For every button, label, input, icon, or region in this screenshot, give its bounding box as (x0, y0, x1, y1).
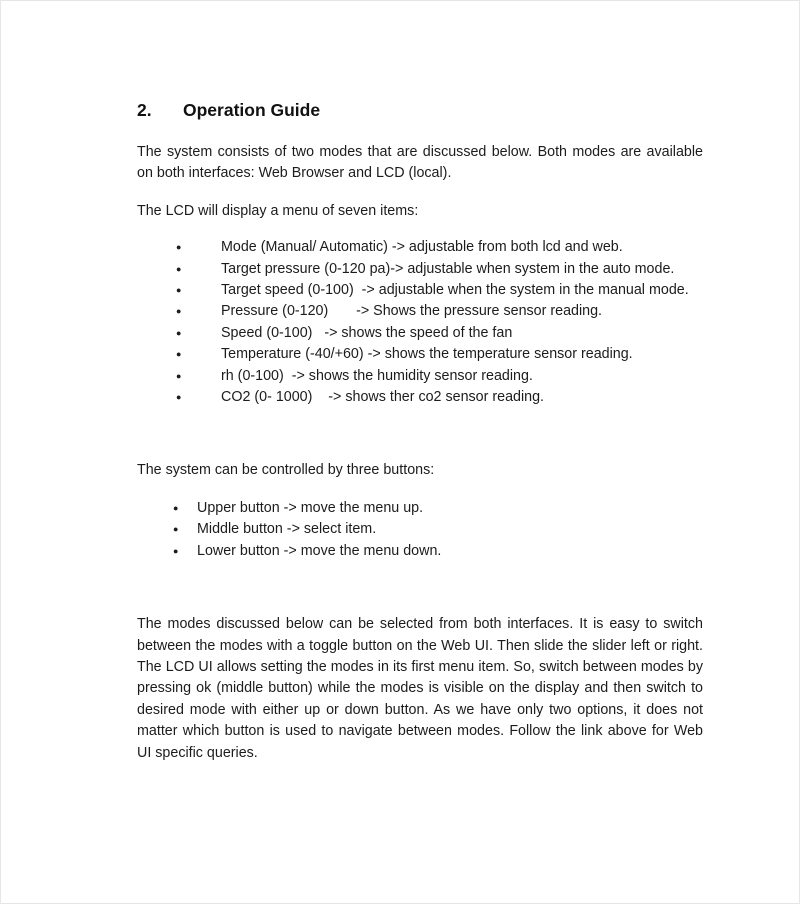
list-item (137, 541, 703, 562)
list-item (137, 323, 703, 344)
list-item (137, 301, 703, 322)
list-item-text: CO2 (0- 1000) -> shows ther co2 sensor reading. (221, 389, 545, 406)
buttons-intro-paragraph: The system can be controlled by three buttons: (137, 462, 435, 479)
bullet-icon: ● (176, 370, 182, 381)
bullet-icon: ● (176, 349, 182, 360)
list-item (137, 237, 703, 258)
list-item-text: Target speed (0-100) -> adjustable when the system in the manual mode. (221, 282, 689, 299)
bullet-icon: ● (173, 502, 179, 513)
section-heading (137, 98, 703, 122)
section-number: 2. (137, 100, 152, 120)
document-content (137, 98, 703, 764)
list-item (137, 259, 703, 280)
list-item-text: Target pressure (0-120 pa)-> adjustable when system in the auto mode. (221, 260, 675, 277)
bullet-icon: ● (173, 524, 179, 535)
lcd-menu-list (137, 237, 703, 408)
list-item-text: Upper button -> move the menu up. (197, 499, 424, 516)
bullet-icon: ● (176, 306, 182, 317)
list-item-text: Temperature (-40/+60) -> shows the temperature sensor reading. (221, 346, 633, 363)
bullet-icon: ● (176, 285, 182, 296)
intro-paragraph: The system consists of two modes that are discussed below. Both modes are available on both interfaces: Web Browser and LCD (local). (137, 144, 703, 182)
list-item-text: rh (0-100) -> shows the humidity sensor reading. (221, 367, 533, 384)
bullet-icon: ● (176, 263, 182, 274)
list-item-text: Lower button -> move the menu down. (197, 542, 442, 559)
list-item (137, 387, 703, 408)
list-item-text: Speed (0-100) -> shows the speed of the fan (221, 324, 513, 341)
list-item-text: Mode (Manual/ Automatic) -> adjustable from both lcd and web. (221, 239, 623, 256)
list-item-text: Middle button -> select item. (197, 521, 377, 538)
list-item (137, 498, 703, 519)
list-item (137, 519, 703, 540)
buttons-list (137, 498, 703, 562)
bullet-icon: ● (176, 327, 182, 338)
list-item (137, 366, 703, 387)
bullet-icon: ● (176, 242, 182, 253)
list-item (137, 344, 703, 365)
bullet-icon: ● (173, 545, 179, 556)
list-item-text: Pressure (0-120) -> Shows the pressure sensor reading. (221, 303, 603, 320)
list-item (137, 280, 703, 301)
section-title: Operation Guide (183, 100, 321, 120)
bullet-icon: ● (176, 392, 182, 403)
menu-intro-paragraph: The LCD will display a menu of seven items: (137, 202, 419, 219)
modes-paragraph: The modes discussed below can be selected from both interfaces. It is easy to switch between the modes with a toggle button on the Web UI. Then slide the slider left or right. The LCD UI allows setting the modes in its first menu item. So, switch between modes by pressing ok (middle button) while the modes is visible on the display and then switch to desired mode with either up or down button. As we have only two options, it does not matter which button is used to navigate between modes. Follow the link above for Web UI specific queries. (137, 616, 703, 761)
